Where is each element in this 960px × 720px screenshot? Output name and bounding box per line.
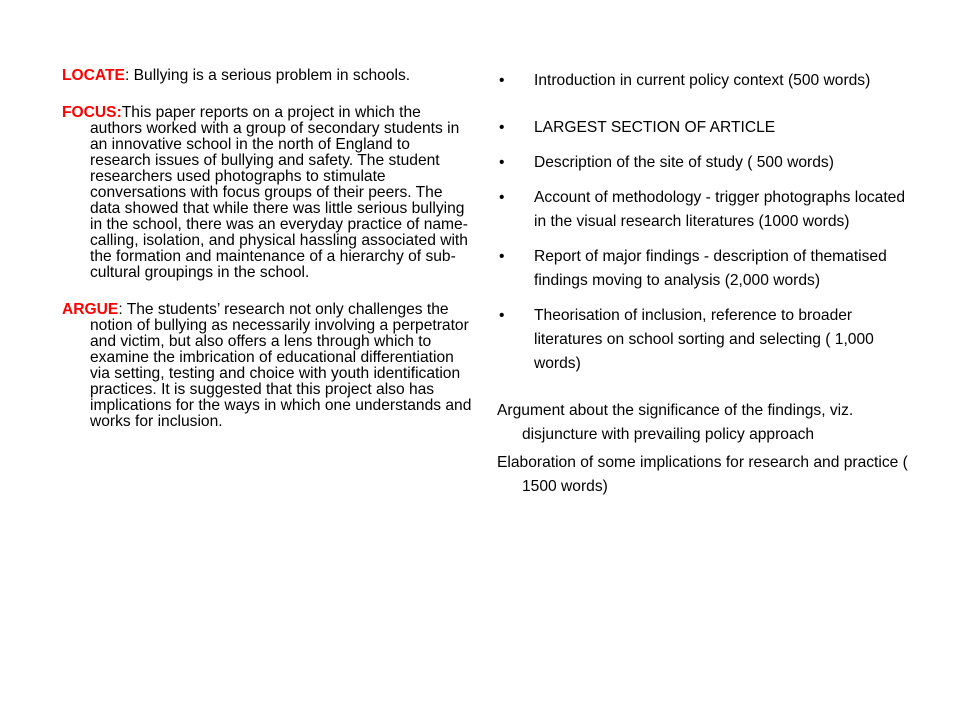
argue-text: The students’ research not only challenges the notion of bullying as necessarily involving a perpetrator and victim, but also offers a lens through which to examine the imbrication of educational differentiation via setting, testing and choice with youth identification practices. It is suggested that this project also has implications for the ways in which one understands and works for inclusion.: [90, 301, 472, 430]
locate-text: Bullying is a serious problem in schools.: [129, 67, 411, 84]
bullet-icon: •: [499, 307, 505, 324]
bullet-text: Description of the site of study ( 500 words): [534, 154, 834, 171]
list-item: [497, 186, 917, 234]
bullet-icon: •: [499, 72, 505, 89]
focus-text: This paper reports on a project in which the authors worked with a group of secondary students in an innovative school in the north of England to research issues of bullying and safety. The student researchers used photographs to stimulate conversations with focus groups of their peers. The data showed that while there was little serious bullying in the school, there was an everyday practice of name-calling, isolation, and physical hassling associated with the formation and maintenance of a hierarchy of sub-cultural groupings in the school.: [90, 104, 468, 281]
locate-label: LOCATE: [62, 67, 125, 84]
focus-paragraph: [62, 105, 472, 281]
bullet-icon: •: [499, 189, 505, 206]
argue-paragraph: [62, 302, 472, 430]
abstract-column: [62, 68, 472, 451]
bullet-text: Report of major findings - description of thematised findings moving to analysis (2,000 words): [534, 248, 887, 289]
argument-paragraph: Argument about the significance of the findings, viz. disjuncture with prevailing policy approach: [497, 402, 854, 443]
focus-label: FOCUS:: [62, 104, 122, 121]
bullet-icon: •: [499, 119, 505, 136]
bullet-text: Introduction in current policy context (500 words): [534, 72, 871, 89]
argue-colon: :: [118, 301, 123, 318]
article-outline-column: [497, 69, 917, 503]
list-item: [497, 151, 917, 175]
list-item: [497, 245, 917, 293]
outline-paragraphs: [497, 399, 917, 499]
implications-paragraph: Elaboration of some implications for research and practice ( 1500 words): [497, 454, 908, 495]
bullet-text: Account of methodology - trigger photographs located in the visual research literatures (1000 words): [534, 189, 906, 230]
outline-bullet-list: [497, 69, 917, 376]
bullet-icon: •: [499, 248, 505, 265]
bullet-text: Theorisation of inclusion, reference to broader literatures on school sorting and selecting ( 1,000 words): [534, 307, 874, 372]
list-item: [497, 69, 917, 93]
bullet-text: LARGEST SECTION OF ARTICLE: [534, 119, 776, 136]
locate-paragraph: [62, 68, 472, 84]
argue-label: ARGUE: [62, 301, 119, 318]
bullet-icon: •: [499, 154, 505, 171]
locate-colon: :: [124, 67, 130, 84]
list-item: [497, 116, 917, 140]
list-item: [497, 304, 917, 376]
